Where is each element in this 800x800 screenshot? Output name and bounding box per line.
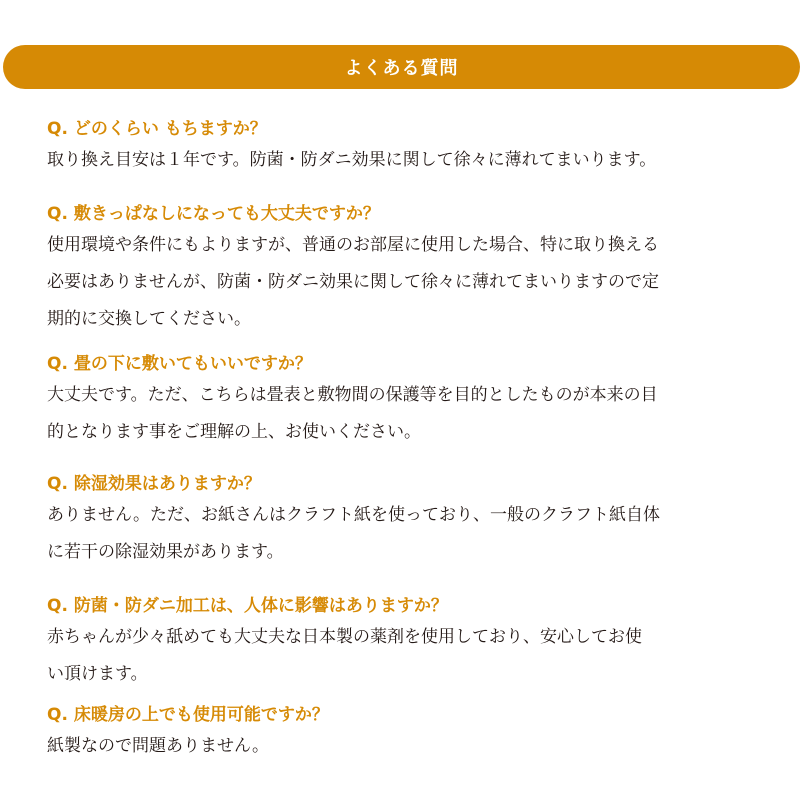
faq-question: Q. 床暖房の上でも使用可能ですか？ <box>47 705 329 725</box>
faq-answer: 使用環境や条件にもよりますが、普通のお部屋に使用した場合、特に取り換える 必要はありませんが、防菌・防ダニ効果に関して徐々に薄れてまいりますので定 期的に交換してください。 <box>47 235 659 329</box>
faq-question: Q. 畳の下に敷いてもいいですか？ <box>47 354 312 374</box>
faq-answer: 大丈夫です。ただ、こちらは畳表と敷物間の保護等を目的としたものが本来の目 的となります事をご理解の上、お使いください。 <box>47 385 658 442</box>
faq-answer: 紙製なので問題ありません。 <box>47 736 270 756</box>
faq-item <box>47 352 777 451</box>
page-title: よくある質問 <box>344 58 459 79</box>
faq-question: Q. 除湿効果はありますか？ <box>47 474 261 494</box>
faq-answer: ありません。ただ、お紙さんはクラフト紙を使っており、一般のクラフト紙自体 に若干の除湿効果があります。 <box>47 505 661 562</box>
faq-answer: 取り換え目安は１年です。防菌・防ダニ効果に関して徐々に薄れてまいります。 <box>47 150 657 170</box>
faq-item <box>47 703 777 765</box>
faq-header-bar <box>3 45 800 89</box>
faq-item <box>47 472 777 571</box>
faq-item <box>47 117 777 179</box>
faq-answer: 赤ちゃんが少々舐めても大丈夫な日本製の薬剤を使用しており、安心してお使 い頂けます。 <box>47 627 642 684</box>
faq-item <box>47 202 777 338</box>
faq-item <box>47 594 777 693</box>
faq-question: Q. 敷きっぱなしになっても大丈夫ですか？ <box>47 204 380 224</box>
faq-question: Q. 防菌・防ダニ加工は、人体に影響はありますか？ <box>47 596 448 616</box>
faq-question: Q. どのくらい もちますか？ <box>47 119 267 139</box>
